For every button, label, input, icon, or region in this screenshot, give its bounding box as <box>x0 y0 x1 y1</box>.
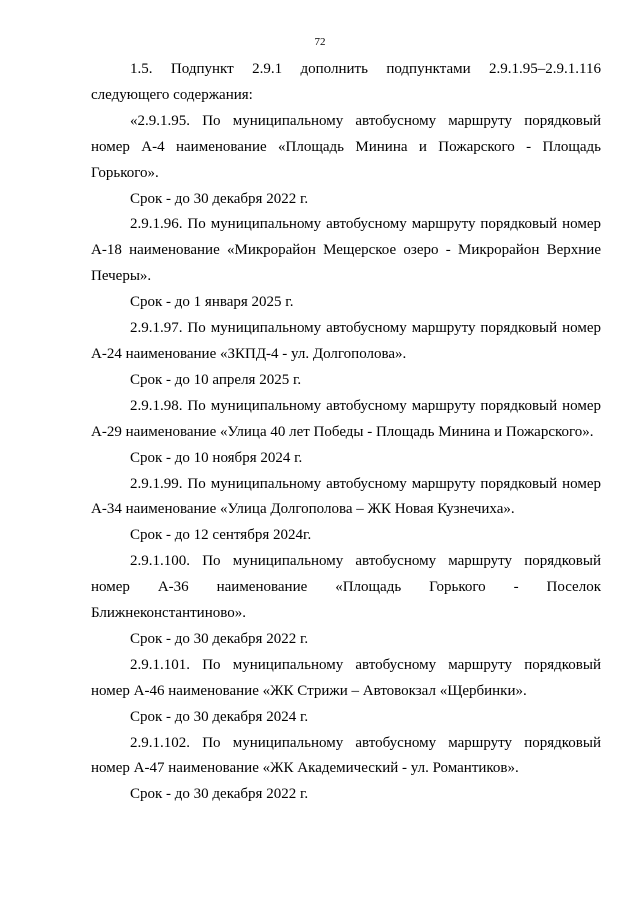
paragraph-deadline: Срок - до 10 апреля 2025 г. <box>130 371 302 388</box>
paragraph-deadline: Срок - до 30 декабря 2022 г. <box>130 630 309 647</box>
paragraph-deadline: Срок - до 30 декабря 2022 г. <box>130 786 309 803</box>
paragraph-item-2-9-1-95: «2.9.1.95. По муниципальному автобусному маршруту порядковый номер А-4 наименование «Площадь Минина и Пожарского - Площадь Горького». <box>91 112 601 181</box>
paragraph-item-2-9-1-97: 2.9.1.97. По муниципальному автобусному маршруту порядковый номер А-24 наименование «ЗКПД-4 - ул. Долгополова». <box>91 320 601 362</box>
paragraph-intro: 1.5. Подпункт 2.9.1 дополнить подпунктами 2.9.1.95–2.9.1.116 следующего содержания: <box>91 61 601 103</box>
page-number: 72 <box>314 36 326 48</box>
document-body <box>91 57 601 808</box>
paragraph-item-2-9-1-98: 2.9.1.98. По муниципальному автобусному маршруту порядковый номер А-29 наименование «Улица 40 лет Победы - Площадь Минина и Пожарского». <box>91 397 601 440</box>
paragraph-item-2-9-1-101: 2.9.1.101. По муниципальному автобусному маршруту порядковый номер А-46 наименование «ЖК Стрижи – Автовокзал «Щербинки». <box>91 656 601 699</box>
paragraph-item-2-9-1-96: 2.9.1.96. По муниципальному автобусному маршруту порядковый номер А-18 наименование «Микрорайон Мещерское озеро - Микрорайон Верхние Печеры». <box>91 216 601 285</box>
paragraph-item-2-9-1-99: 2.9.1.99. По муниципальному автобусному маршруту порядковый номер А-34 наименование «Улица Долгополова – ЖК Новая Кузнечиха». <box>91 475 601 518</box>
paragraph-deadline: Срок - до 30 декабря 2024 г. <box>130 708 309 725</box>
paragraph-item-2-9-1-100: 2.9.1.100. По муниципальному автобусному маршруту порядковый номер А-36 наименование «Площадь Горького - Поселок Ближнеконстантиново». <box>91 553 601 622</box>
paragraph-item-2-9-1-102: 2.9.1.102. По муниципальному автобусному маршруту порядковый номер А-47 наименование «ЖК Академический - ул. Романтиков». <box>91 734 601 777</box>
paragraph-deadline: Срок - до 12 сентября 2024г. <box>130 527 312 544</box>
paragraph-deadline: Срок - до 1 января 2025 г. <box>130 294 294 311</box>
paragraph-deadline: Срок - до 30 декабря 2022 г. <box>130 190 309 207</box>
paragraph-deadline: Срок - до 10 ноября 2024 г. <box>130 449 303 466</box>
